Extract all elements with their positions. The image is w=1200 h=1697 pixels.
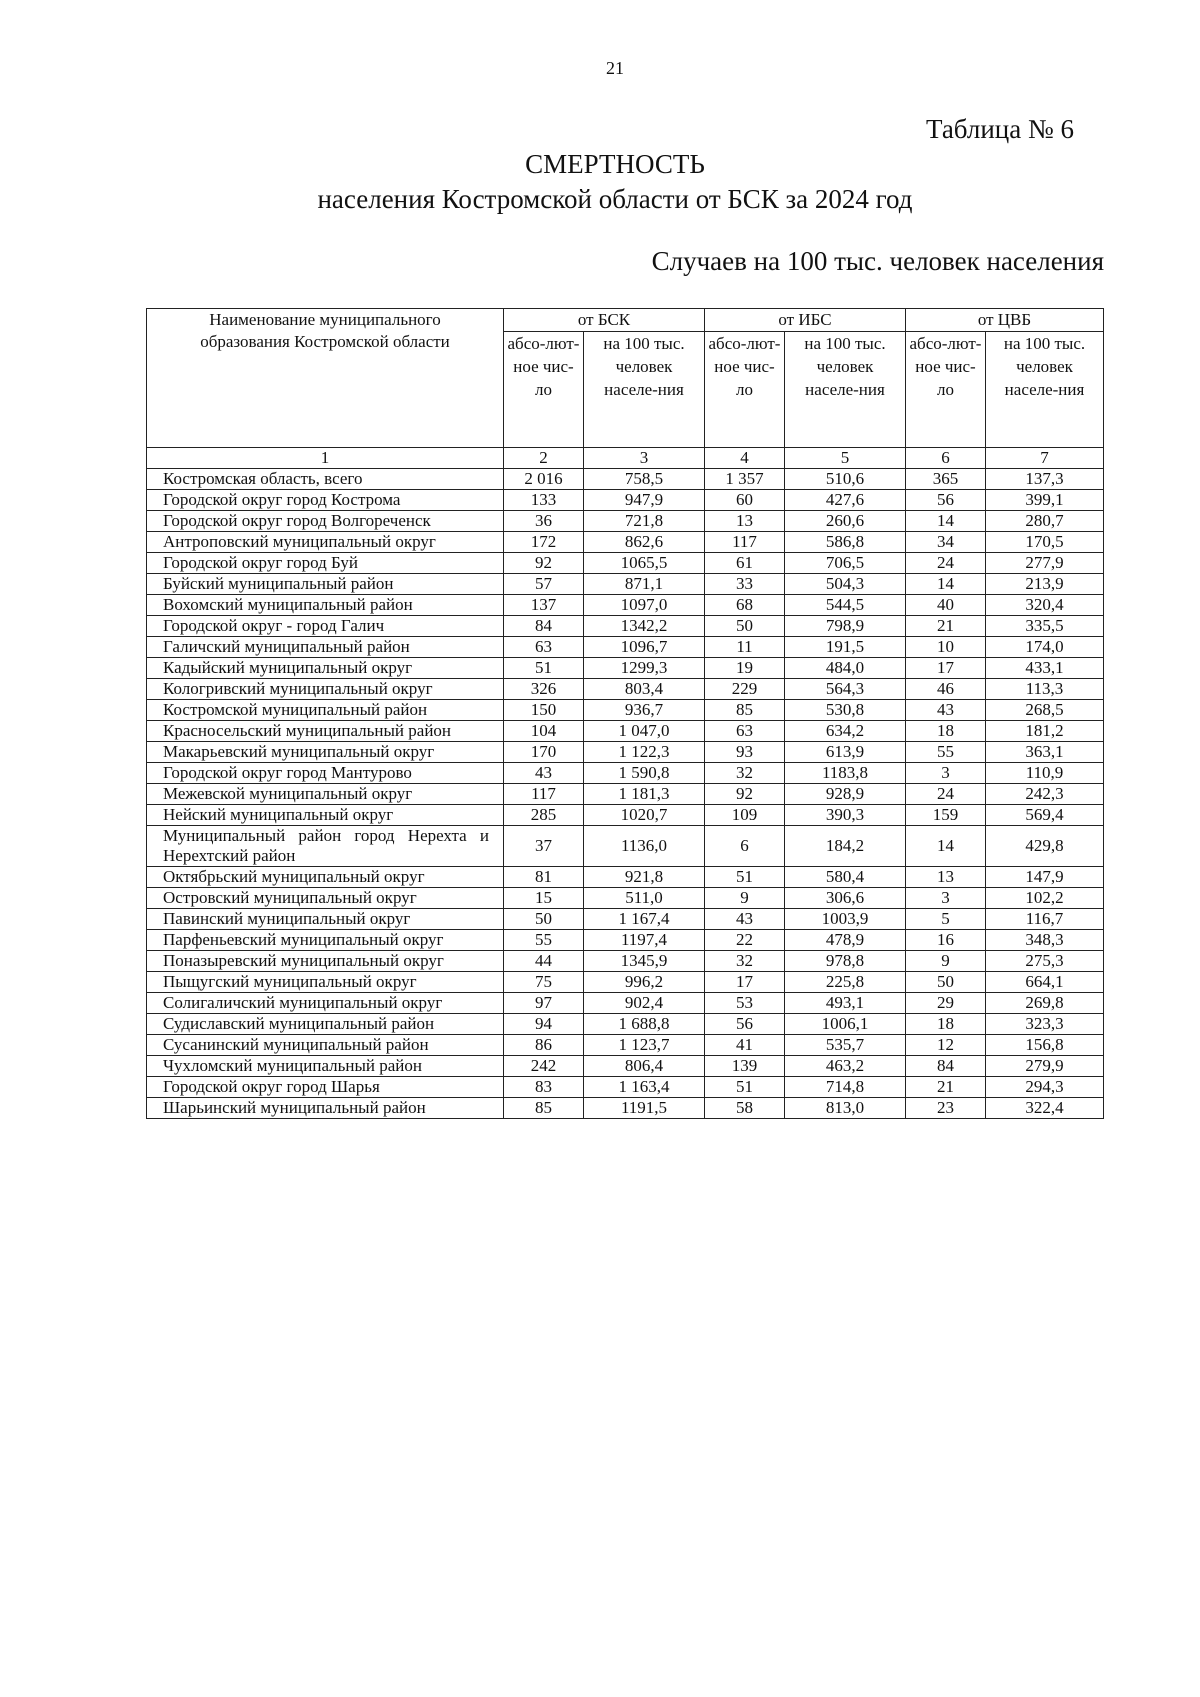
cvb-absolute: 14 [906, 826, 986, 867]
bsk-rate: 511,0 [584, 888, 705, 909]
bsk-absolute: 150 [504, 700, 584, 721]
bsk-rate: 1 590,8 [584, 763, 705, 784]
header-absolute: абсо-лют-ное чис-ло [906, 332, 986, 448]
row-name: Антроповский муниципальный округ [147, 532, 504, 553]
cvb-rate: 102,2 [986, 888, 1104, 909]
bsk-rate: 721,8 [584, 511, 705, 532]
ibs-absolute: 32 [705, 763, 785, 784]
cvb-rate: 213,9 [986, 574, 1104, 595]
row-name: Костромской муниципальный район [147, 700, 504, 721]
bsk-rate: 1 167,4 [584, 909, 705, 930]
row-name: Шарьинский муниципальный район [147, 1098, 504, 1119]
ibs-rate: 928,9 [785, 784, 906, 805]
bsk-rate: 947,9 [584, 490, 705, 511]
ibs-rate: 813,0 [785, 1098, 906, 1119]
cvb-rate: 335,5 [986, 616, 1104, 637]
bsk-rate: 803,4 [584, 679, 705, 700]
cvb-absolute: 84 [906, 1056, 986, 1077]
bsk-absolute: 326 [504, 679, 584, 700]
bsk-absolute: 37 [504, 826, 584, 867]
cvb-absolute: 24 [906, 553, 986, 574]
bsk-absolute: 75 [504, 972, 584, 993]
cvb-absolute: 3 [906, 888, 986, 909]
cvb-absolute: 3 [906, 763, 986, 784]
page-number: 21 [606, 58, 624, 78]
ibs-rate: 634,2 [785, 721, 906, 742]
table-row [147, 805, 1104, 826]
bsk-rate: 1065,5 [584, 553, 705, 574]
header-group-ibs: от ИБС [705, 309, 906, 332]
ibs-absolute: 22 [705, 930, 785, 951]
ibs-rate: 504,3 [785, 574, 906, 595]
row-name: Кологривский муниципальный округ [147, 679, 504, 700]
ibs-rate: 306,6 [785, 888, 906, 909]
ibs-rate: 484,0 [785, 658, 906, 679]
column-number: 3 [584, 448, 705, 469]
ibs-absolute: 19 [705, 658, 785, 679]
cvb-absolute: 12 [906, 1035, 986, 1056]
column-number: 4 [705, 448, 785, 469]
cvb-rate: 363,1 [986, 742, 1104, 763]
table-row [147, 909, 1104, 930]
ibs-absolute: 6 [705, 826, 785, 867]
bsk-rate: 1136,0 [584, 826, 705, 867]
row-name: Городской округ город Шарья [147, 1077, 504, 1098]
cvb-rate: 429,8 [986, 826, 1104, 867]
cvb-absolute: 18 [906, 1014, 986, 1035]
bsk-absolute: 117 [504, 784, 584, 805]
ibs-rate: 493,1 [785, 993, 906, 1014]
row-name: Островский муниципальный округ [147, 888, 504, 909]
row-name: Галичский муниципальный район [147, 637, 504, 658]
ibs-absolute: 51 [705, 1077, 785, 1098]
ibs-absolute: 53 [705, 993, 785, 1014]
bsk-absolute: 51 [504, 658, 584, 679]
cvb-absolute: 24 [906, 784, 986, 805]
ibs-absolute: 50 [705, 616, 785, 637]
table-row [147, 826, 1104, 867]
table-row [147, 553, 1104, 574]
cvb-rate: 242,3 [986, 784, 1104, 805]
cvb-rate: 279,9 [986, 1056, 1104, 1077]
row-name: Чухломский муниципальный район [147, 1056, 504, 1077]
column-number: 7 [986, 448, 1104, 469]
row-name: Вохомский муниципальный район [147, 595, 504, 616]
cvb-absolute: 5 [906, 909, 986, 930]
bsk-absolute: 44 [504, 951, 584, 972]
ibs-rate: 706,5 [785, 553, 906, 574]
bsk-rate: 1097,0 [584, 595, 705, 616]
header-group-bsk: от БСК [504, 309, 705, 332]
ibs-absolute: 13 [705, 511, 785, 532]
table-row [147, 595, 1104, 616]
ibs-rate: 580,4 [785, 867, 906, 888]
bsk-absolute: 63 [504, 637, 584, 658]
table-row [147, 1077, 1104, 1098]
cvb-absolute: 13 [906, 867, 986, 888]
ibs-absolute: 109 [705, 805, 785, 826]
cvb-rate: 156,8 [986, 1035, 1104, 1056]
table-row [147, 490, 1104, 511]
bsk-rate: 806,4 [584, 1056, 705, 1077]
row-name: Макарьевский муниципальный округ [147, 742, 504, 763]
column-number: 2 [504, 448, 584, 469]
cvb-rate: 116,7 [986, 909, 1104, 930]
ibs-rate: 798,9 [785, 616, 906, 637]
cvb-absolute: 40 [906, 595, 986, 616]
row-name: Городской округ город Кострома [147, 490, 504, 511]
cvb-absolute: 14 [906, 574, 986, 595]
cvb-absolute: 43 [906, 700, 986, 721]
ibs-absolute: 68 [705, 595, 785, 616]
cvb-absolute: 159 [906, 805, 986, 826]
table-body [147, 469, 1104, 1119]
header-rate: на 100 тыс. человек населе-ния [986, 332, 1104, 448]
bsk-rate: 1197,4 [584, 930, 705, 951]
cvb-absolute: 21 [906, 616, 986, 637]
cvb-rate: 269,8 [986, 993, 1104, 1014]
ibs-absolute: 93 [705, 742, 785, 763]
ibs-absolute: 139 [705, 1056, 785, 1077]
cvb-absolute: 55 [906, 742, 986, 763]
ibs-absolute: 63 [705, 721, 785, 742]
cvb-absolute: 23 [906, 1098, 986, 1119]
units-note: Случаев на 100 тыс. человек населения [651, 246, 1104, 276]
table-row [147, 993, 1104, 1014]
row-name: Красносельский муниципальный район [147, 721, 504, 742]
ibs-absolute: 9 [705, 888, 785, 909]
cvb-absolute: 9 [906, 951, 986, 972]
cvb-absolute: 18 [906, 721, 986, 742]
ibs-absolute: 51 [705, 867, 785, 888]
cvb-rate: 275,3 [986, 951, 1104, 972]
cvb-rate: 113,3 [986, 679, 1104, 700]
table-row [147, 658, 1104, 679]
ibs-absolute: 33 [705, 574, 785, 595]
header-name-column: Наименование муниципального образования Костромской области [147, 309, 504, 448]
table-row [147, 532, 1104, 553]
row-name: Муниципальный район город Нерехта и Нерехтский район [147, 826, 504, 867]
ibs-absolute: 85 [705, 700, 785, 721]
ibs-absolute: 58 [705, 1098, 785, 1119]
row-name: Парфеньевский муниципальный округ [147, 930, 504, 951]
table-row [147, 574, 1104, 595]
ibs-absolute: 229 [705, 679, 785, 700]
header-rate: на 100 тыс. человек населе-ния [584, 332, 705, 448]
row-name: Октябрьский муниципальный округ [147, 867, 504, 888]
bsk-absolute: 285 [504, 805, 584, 826]
table-row [147, 679, 1104, 700]
table-row [147, 700, 1104, 721]
column-number: 1 [147, 448, 504, 469]
ibs-absolute: 61 [705, 553, 785, 574]
bsk-absolute: 85 [504, 1098, 584, 1119]
row-name: Судиславский муниципальный район [147, 1014, 504, 1035]
cvb-rate: 137,3 [986, 469, 1104, 490]
bsk-absolute: 81 [504, 867, 584, 888]
table-row [147, 511, 1104, 532]
bsk-absolute: 133 [504, 490, 584, 511]
bsk-rate: 862,6 [584, 532, 705, 553]
ibs-rate: 184,2 [785, 826, 906, 867]
bsk-rate: 1 047,0 [584, 721, 705, 742]
bsk-rate: 1345,9 [584, 951, 705, 972]
row-name: Городской округ город Волгореченск [147, 511, 504, 532]
mortality-table [146, 308, 1104, 1119]
table-row [147, 784, 1104, 805]
bsk-absolute: 86 [504, 1035, 584, 1056]
bsk-absolute: 84 [504, 616, 584, 637]
ibs-rate: 510,6 [785, 469, 906, 490]
bsk-rate: 1 688,8 [584, 1014, 705, 1035]
header-absolute: абсо-лют-ное чис-ло [705, 332, 785, 448]
table-row [147, 930, 1104, 951]
ibs-rate: 427,6 [785, 490, 906, 511]
row-name: Нейский муниципальный округ [147, 805, 504, 826]
cvb-absolute: 29 [906, 993, 986, 1014]
cvb-rate: 322,4 [986, 1098, 1104, 1119]
bsk-rate: 902,4 [584, 993, 705, 1014]
table-row [147, 616, 1104, 637]
row-name: Городской округ город Мантурово [147, 763, 504, 784]
header-absolute: абсо-лют-ное чис-ло [504, 332, 584, 448]
ibs-absolute: 92 [705, 784, 785, 805]
cvb-rate: 664,1 [986, 972, 1104, 993]
row-name: Пыщугский муниципальный округ [147, 972, 504, 993]
column-number: 6 [906, 448, 986, 469]
table-row [147, 469, 1104, 490]
row-name: Сусанинский муниципальный район [147, 1035, 504, 1056]
bsk-absolute: 92 [504, 553, 584, 574]
cvb-rate: 280,7 [986, 511, 1104, 532]
cvb-rate: 399,1 [986, 490, 1104, 511]
bsk-absolute: 137 [504, 595, 584, 616]
ibs-rate: 1006,1 [785, 1014, 906, 1035]
cvb-absolute: 16 [906, 930, 986, 951]
table-row [147, 1035, 1104, 1056]
cvb-absolute: 17 [906, 658, 986, 679]
bsk-absolute: 55 [504, 930, 584, 951]
cvb-rate: 147,9 [986, 867, 1104, 888]
cvb-rate: 348,3 [986, 930, 1104, 951]
table-label: Таблица № 6 [926, 114, 1074, 144]
ibs-rate: 191,5 [785, 637, 906, 658]
ibs-rate: 530,8 [785, 700, 906, 721]
bsk-rate: 871,1 [584, 574, 705, 595]
row-name: Городской округ город Буй [147, 553, 504, 574]
ibs-absolute: 43 [705, 909, 785, 930]
bsk-absolute: 170 [504, 742, 584, 763]
bsk-absolute: 50 [504, 909, 584, 930]
cvb-absolute: 46 [906, 679, 986, 700]
ibs-absolute: 11 [705, 637, 785, 658]
table-row [147, 721, 1104, 742]
cvb-rate: 170,5 [986, 532, 1104, 553]
bsk-absolute: 94 [504, 1014, 584, 1035]
table-row [147, 951, 1104, 972]
cvb-rate: 433,1 [986, 658, 1104, 679]
table-row [147, 972, 1104, 993]
ibs-rate: 564,3 [785, 679, 906, 700]
table-row [147, 637, 1104, 658]
ibs-absolute: 1 357 [705, 469, 785, 490]
column-number: 5 [785, 448, 906, 469]
table-row [147, 1014, 1104, 1035]
ibs-absolute: 117 [705, 532, 785, 553]
cvb-absolute: 21 [906, 1077, 986, 1098]
bsk-rate: 936,7 [584, 700, 705, 721]
bsk-rate: 1096,7 [584, 637, 705, 658]
bsk-rate: 1 122,3 [584, 742, 705, 763]
row-name: Павинский муниципальный округ [147, 909, 504, 930]
ibs-absolute: 41 [705, 1035, 785, 1056]
table-row [147, 763, 1104, 784]
bsk-rate: 1299,3 [584, 658, 705, 679]
bsk-absolute: 83 [504, 1077, 584, 1098]
header-group-cvb: от ЦВБ [906, 309, 1104, 332]
cvb-rate: 569,4 [986, 805, 1104, 826]
cvb-rate: 320,4 [986, 595, 1104, 616]
cvb-rate: 110,9 [986, 763, 1104, 784]
cvb-rate: 323,3 [986, 1014, 1104, 1035]
ibs-rate: 714,8 [785, 1077, 906, 1098]
ibs-rate: 478,9 [785, 930, 906, 951]
bsk-rate: 1 123,7 [584, 1035, 705, 1056]
ibs-rate: 544,5 [785, 595, 906, 616]
table-row [147, 867, 1104, 888]
ibs-rate: 978,8 [785, 951, 906, 972]
bsk-rate: 1020,7 [584, 805, 705, 826]
table-subtitle: населения Костромской области от БСК за 2024 год [317, 184, 913, 214]
cvb-rate: 268,5 [986, 700, 1104, 721]
row-name: Буйский муниципальный район [147, 574, 504, 595]
cvb-rate: 181,2 [986, 721, 1104, 742]
bsk-rate: 1 163,4 [584, 1077, 705, 1098]
bsk-rate: 996,2 [584, 972, 705, 993]
bsk-absolute: 172 [504, 532, 584, 553]
ibs-rate: 1003,9 [785, 909, 906, 930]
cvb-rate: 294,3 [986, 1077, 1104, 1098]
table-row [147, 888, 1104, 909]
row-name: Межевской муниципальный округ [147, 784, 504, 805]
ibs-rate: 1183,8 [785, 763, 906, 784]
header-rate: на 100 тыс. человек населе-ния [785, 332, 906, 448]
ibs-absolute: 60 [705, 490, 785, 511]
cvb-absolute: 10 [906, 637, 986, 658]
bsk-rate: 1191,5 [584, 1098, 705, 1119]
ibs-rate: 586,8 [785, 532, 906, 553]
cvb-absolute: 56 [906, 490, 986, 511]
bsk-absolute: 97 [504, 993, 584, 1014]
bsk-absolute: 43 [504, 763, 584, 784]
bsk-absolute: 36 [504, 511, 584, 532]
table-row [147, 1056, 1104, 1077]
cvb-absolute: 34 [906, 532, 986, 553]
bsk-absolute: 2 016 [504, 469, 584, 490]
bsk-absolute: 242 [504, 1056, 584, 1077]
row-name: Костромская область, всего [147, 469, 504, 490]
bsk-absolute: 57 [504, 574, 584, 595]
ibs-rate: 535,7 [785, 1035, 906, 1056]
row-name: Поназыревский муниципальный округ [147, 951, 504, 972]
cvb-rate: 277,9 [986, 553, 1104, 574]
ibs-rate: 225,8 [785, 972, 906, 993]
ibs-rate: 390,3 [785, 805, 906, 826]
table-title: СМЕРТНОСТЬ [525, 149, 705, 179]
row-name: Солигаличский муниципальный округ [147, 993, 504, 1014]
cvb-absolute: 365 [906, 469, 986, 490]
table-row [147, 742, 1104, 763]
row-name: Городской округ - город Галич [147, 616, 504, 637]
bsk-rate: 1342,2 [584, 616, 705, 637]
table-row [147, 1098, 1104, 1119]
ibs-rate: 463,2 [785, 1056, 906, 1077]
cvb-absolute: 50 [906, 972, 986, 993]
ibs-absolute: 17 [705, 972, 785, 993]
ibs-absolute: 32 [705, 951, 785, 972]
row-name: Кадыйский муниципальный округ [147, 658, 504, 679]
bsk-rate: 921,8 [584, 867, 705, 888]
ibs-rate: 613,9 [785, 742, 906, 763]
bsk-absolute: 15 [504, 888, 584, 909]
bsk-rate: 758,5 [584, 469, 705, 490]
bsk-rate: 1 181,3 [584, 784, 705, 805]
ibs-rate: 260,6 [785, 511, 906, 532]
cvb-absolute: 14 [906, 511, 986, 532]
cvb-rate: 174,0 [986, 637, 1104, 658]
ibs-absolute: 56 [705, 1014, 785, 1035]
bsk-absolute: 104 [504, 721, 584, 742]
